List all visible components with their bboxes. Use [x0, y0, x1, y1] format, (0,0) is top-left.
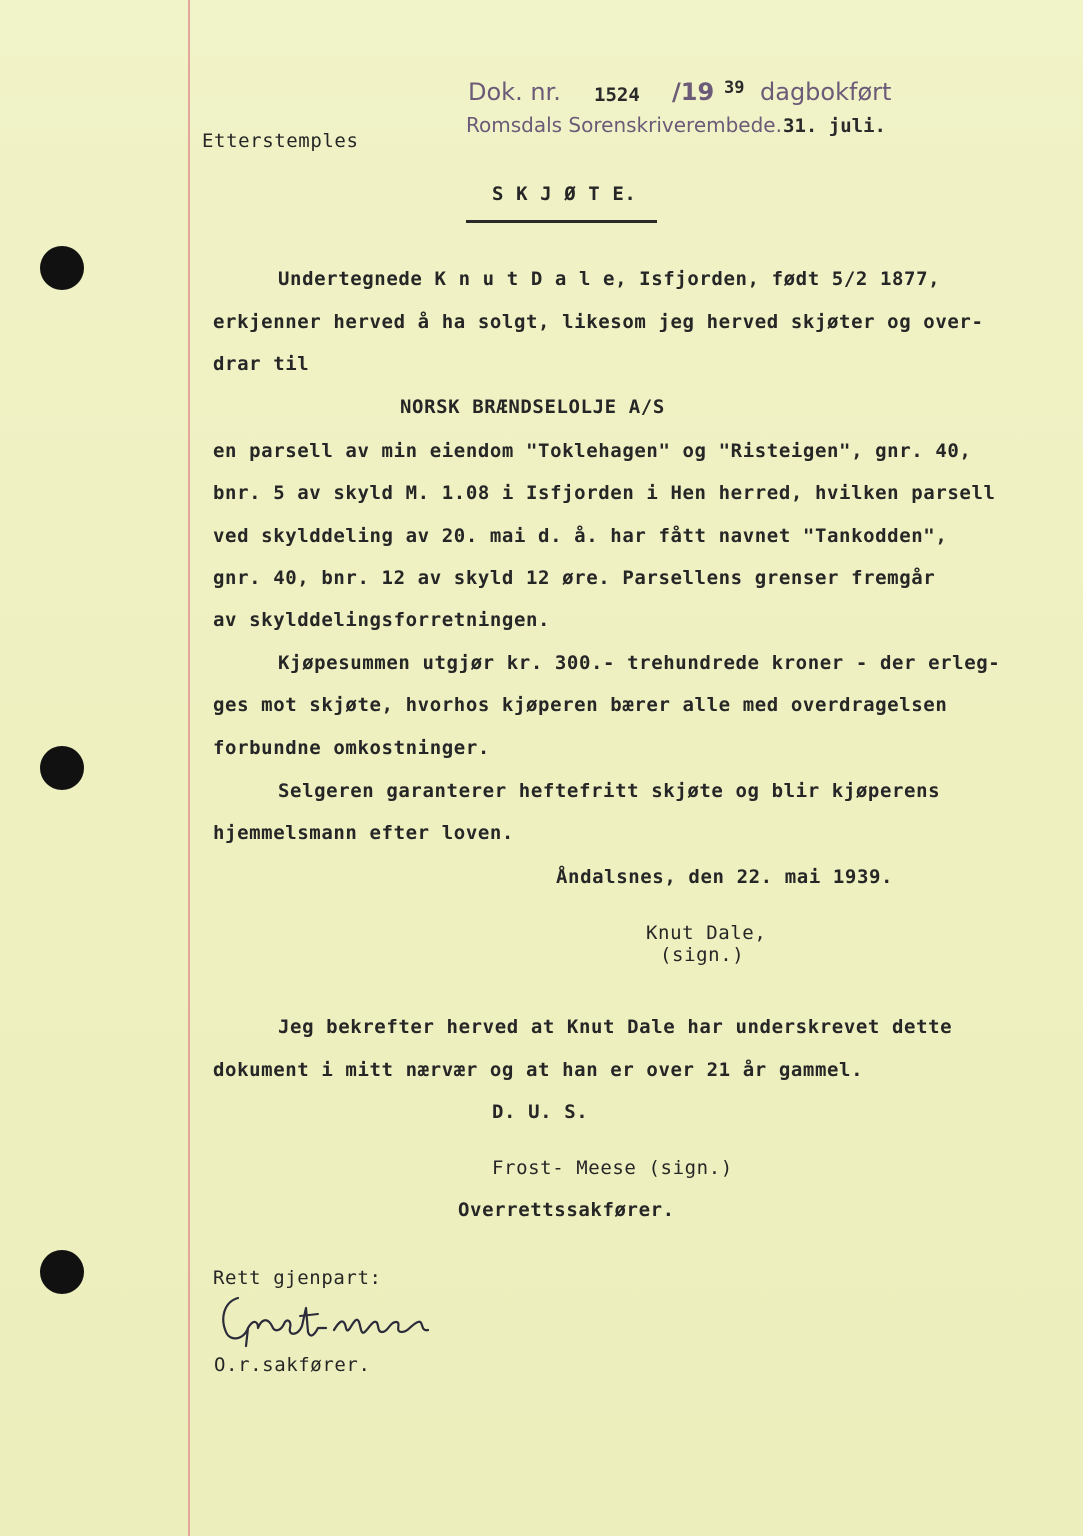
stamp-office: Romsdals Sorenskriverembede. — [466, 113, 782, 137]
body-line: forbundne omkostninger. — [213, 737, 490, 759]
body-line: Kjøpesummen utgjør kr. 300.- trehundrede kroner - der erleg- — [278, 652, 1001, 674]
signer-sign: (sign.) — [660, 944, 745, 966]
punch-hole — [40, 746, 84, 790]
document-title: S K J Ø T E. — [492, 183, 637, 205]
body-line: ved skylddeling av 20. mai d. å. har fått navnet "Tankodden", — [213, 525, 948, 547]
body-line: Undertegnede K n u t D a l e, Isfjorden, født 5/2 1877, — [278, 268, 941, 290]
buyer-name: NORSK BRÆNDSELOLJE A/S — [400, 396, 665, 418]
stamp-year-prefix: /19 — [672, 78, 715, 106]
margin-line — [188, 0, 190, 1536]
stamp-year-suffix: 39 — [724, 78, 745, 98]
copy-title: O.r.sakfører. — [214, 1354, 371, 1376]
body-line: en parsell av min eiendom "Toklehagen" og "Risteigen", gnr. 40, — [213, 440, 972, 462]
signer-name: Knut Dale, — [646, 922, 767, 944]
stamp-date: 31. juli. — [783, 115, 886, 137]
body-line: gnr. 40, bnr. 12 av skyld 12 øre. Parsellens grenser fremgår — [213, 567, 936, 589]
copy-label: Rett gjenpart: — [213, 1267, 382, 1289]
body-line: erkjenner herved å ha solgt, likesom jeg herved skjøter og over- — [213, 311, 984, 333]
body-line: ges mot skjøte, hvorhos kjøperen bærer alle med overdragelsen — [213, 694, 948, 716]
handwritten-signature — [214, 1288, 444, 1358]
body-line: hjemmelsmann efter loven. — [213, 822, 514, 844]
witness-line: Jeg bekrefter herved at Knut Dale har underskrevet dette — [278, 1016, 953, 1038]
stamp-registered: dagbokført — [760, 78, 892, 106]
witness-name: Frost- Meese (sign.) — [492, 1157, 733, 1179]
stamp-dok-nr: Dok. nr. — [468, 78, 561, 106]
witness-title: Overrettssakfører. — [458, 1199, 675, 1221]
etterstemples-note: Etterstemples — [202, 130, 359, 152]
punch-hole — [40, 1250, 84, 1294]
body-line: av skylddelingsforretningen. — [213, 609, 551, 631]
dus-text: D. U. S. — [492, 1101, 589, 1123]
body-line: Selgeren garanterer heftefritt skjøte og blir kjøperens — [278, 780, 941, 802]
witness-line: dokument i mitt nærvær og at han er over 21 år gammel. — [213, 1059, 864, 1081]
punch-hole — [40, 246, 84, 290]
place-date: Åndalsnes, den 22. mai 1939. — [556, 866, 894, 888]
body-line: bnr. 5 av skyld M. 1.08 i Isfjorden i Hen herred, hvilken parsell — [213, 482, 996, 504]
body-line: drar til — [213, 353, 310, 375]
stamp-doc-number: 1524 — [594, 84, 640, 106]
title-underline — [466, 220, 657, 223]
